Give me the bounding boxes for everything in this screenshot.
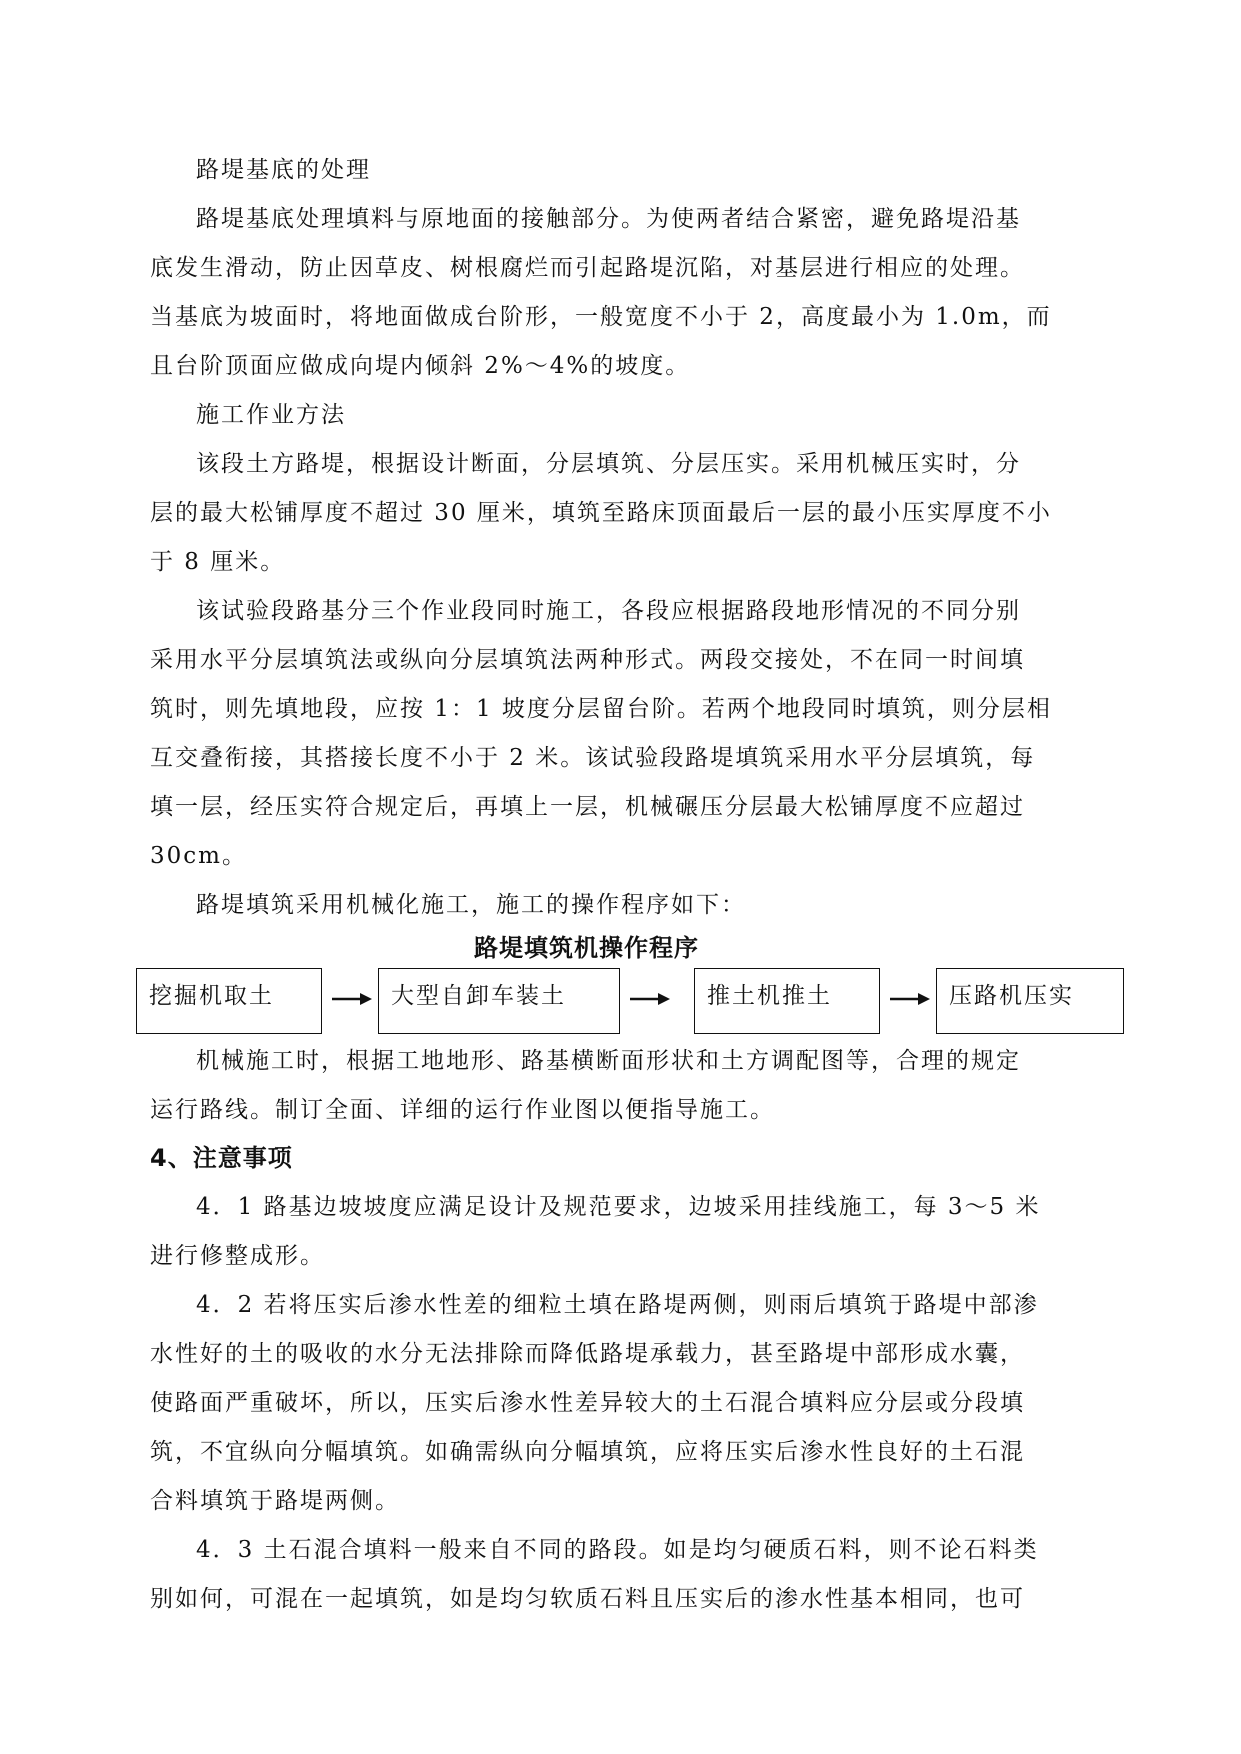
flow-step-label: 挖掘机取土: [149, 983, 274, 1009]
paragraph-line: 路堤基底处理填料与原地面的接触部分。为使两者结合紧密，避免路堤沿基: [196, 206, 1021, 232]
paragraph-line: 筑时，则先填地段，应按 1：1 坡度分层留台阶。若两个地段同时填筑，则分层相: [150, 696, 1052, 722]
subheading-construction-method: 施工作业方法: [196, 402, 346, 428]
flow-step-compact: [936, 968, 1124, 1034]
arrow-right-icon: [890, 992, 930, 1006]
arrow-right-icon: [332, 992, 372, 1006]
flow-step-label: 大型自卸车装土: [391, 983, 566, 1009]
paragraph-line: 机械施工时，根据工地地形、路基横断面形状和土方调配图等，合理的规定: [196, 1048, 1021, 1074]
paragraph-line: 别如何，可混在一起填筑，如是均匀软质石料且压实后的渗水性基本相同，也可: [150, 1586, 1025, 1612]
flow-step-label: 推土机推土: [707, 983, 832, 1009]
paragraph-line: 且台阶顶面应做成向堤内倾斜 2%～4%的坡度。: [150, 353, 691, 379]
flow-title: 路堤填筑机操作程序: [474, 934, 699, 962]
paragraph-line: 使路面严重破坏，所以，压实后渗水性差异较大的土石混合填料应分层或分段填: [150, 1390, 1025, 1416]
flow-step-load-truck: [378, 968, 620, 1034]
subheading-embankment-base: 路堤基底的处理: [196, 157, 371, 183]
paragraph-line: 筑，不宜纵向分幅填筑。如确需纵向分幅填筑，应将压实后渗水性良好的土石混: [150, 1439, 1025, 1465]
flow-step-label: 压路机压实: [949, 983, 1074, 1009]
paragraph-line: 4．1 路基边坡坡度应满足设计及规范要求，边坡采用挂线施工，每 3～5 米: [196, 1194, 1041, 1220]
paragraph-line: 4．2 若将压实后渗水性差的细粒土填在路堤两侧，则雨后填筑于路堤中部渗: [196, 1292, 1039, 1318]
arrow-right-icon: [630, 992, 670, 1006]
paragraph-line: 当基底为坡面时，将地面做成台阶形，一般宽度不小于 2，高度最小为 1.0m，而: [150, 304, 1052, 330]
flow-step-excavate: [136, 968, 322, 1034]
paragraph-line: 进行修整成形。: [150, 1243, 325, 1269]
paragraph-line: 运行路线。制订全面、详细的运行作业图以便指导施工。: [150, 1097, 775, 1123]
paragraph-line: 该试验段路基分三个作业段同时施工，各段应根据路段地形情况的不同分别: [196, 598, 1021, 624]
paragraph-line: 合料填筑于路堤两侧。: [150, 1488, 400, 1514]
paragraph-line: 路堤填筑采用机械化施工，施工的操作程序如下：: [196, 892, 746, 918]
paragraph-line: 于 8 厘米。: [150, 549, 286, 575]
paragraph-line: 层的最大松铺厚度不超过 30 厘米，填筑至路床顶面最后一层的最小压实厚度不小: [150, 500, 1052, 526]
paragraph-line: 底发生滑动，防止因草皮、树根腐烂而引起路堤沉陷，对基层进行相应的处理。: [150, 255, 1025, 281]
paragraph-line: 采用水平分层填筑法或纵向分层填筑法两种形式。两段交接处，不在同一时间填: [150, 647, 1025, 673]
paragraph-line: 互交叠衔接，其搭接长度不小于 2 米。该试验段路堤填筑采用水平分层填筑，每: [150, 745, 1036, 771]
section-heading: 4、注意事项: [150, 1144, 293, 1172]
paragraph-line: 30cm。: [150, 843, 247, 869]
paragraph-line: 填一层，经压实符合规定后，再填上一层，机械碾压分层最大松铺厚度不应超过: [150, 794, 1025, 820]
paragraph-line: 该段土方路堤，根据设计断面，分层填筑、分层压实。采用机械压实时，分: [196, 451, 1021, 477]
flow-step-bulldoze: [694, 968, 880, 1034]
paragraph-line: 水性好的土的吸收的水分无法排除而降低路堤承载力，甚至路堤中部形成水囊，: [150, 1341, 1025, 1367]
paragraph-line: 4．3 土石混合填料一般来自不同的路段。如是均匀硬质石料，则不论石料类: [196, 1537, 1039, 1563]
